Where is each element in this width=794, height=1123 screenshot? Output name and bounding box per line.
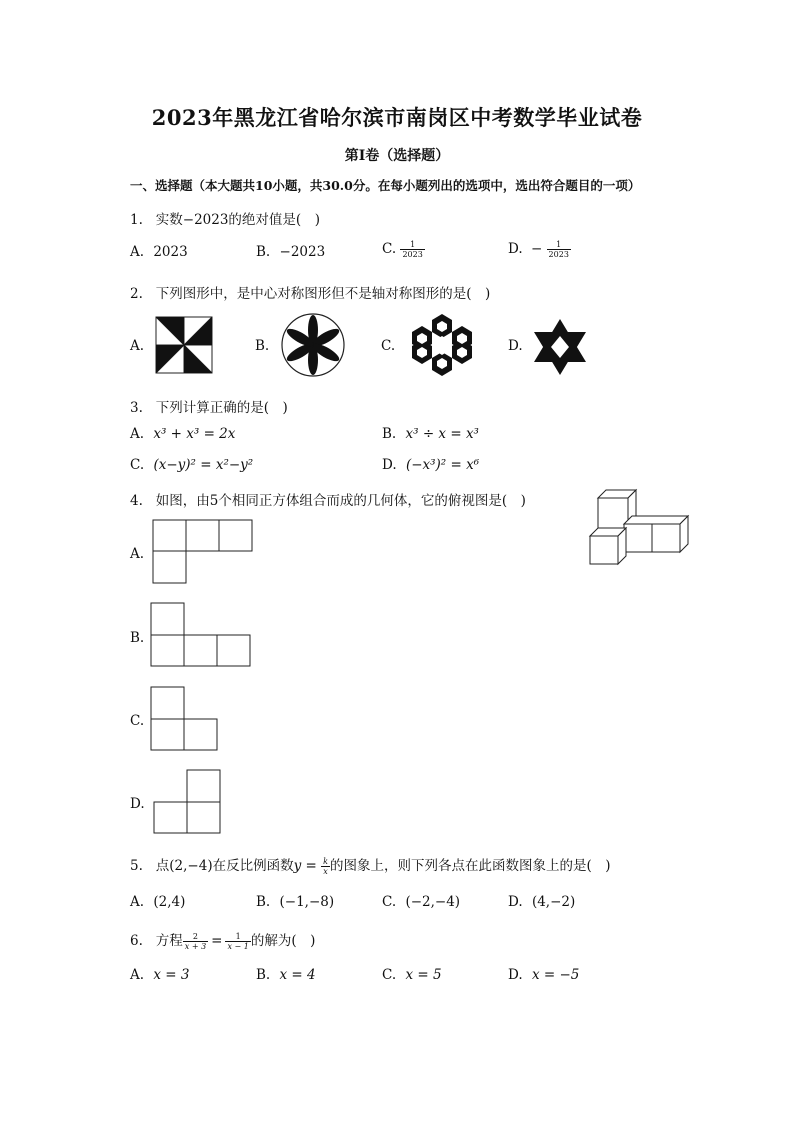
question-number: 3. bbox=[130, 400, 143, 416]
q3-option-c bbox=[130, 457, 253, 473]
option-text: −2023 bbox=[279, 244, 326, 260]
question-stem: 下列计算正确的是( ) bbox=[155, 400, 288, 416]
question-3 bbox=[130, 396, 288, 416]
star-of-david-figure bbox=[532, 318, 588, 376]
fraction: $\frac{1}{2023}$ bbox=[548, 240, 569, 259]
option-text: (−2,−4) bbox=[405, 894, 461, 910]
question-stem-part-1: 点(2,−4)在反比例函数 bbox=[155, 858, 294, 874]
question-stem: 实数−2023的绝对值是( ) bbox=[155, 212, 320, 228]
option-label: D. bbox=[508, 894, 523, 910]
q6-option-d bbox=[508, 967, 579, 983]
option-label: B. bbox=[256, 967, 271, 983]
question-1 bbox=[130, 208, 320, 228]
question-5 bbox=[130, 854, 611, 876]
q1-option-a bbox=[130, 244, 188, 260]
fraction: $\frac{1}{x - 1}$ bbox=[227, 932, 249, 951]
question-stem: 下列图形中，是中心对称图形但不是轴对称图形的是( ) bbox=[155, 286, 491, 302]
question-stem-part-2: 的图象上，则下列各点在此函数图象上的是( ) bbox=[329, 858, 611, 874]
option-text: (x−y)² = x²−y² bbox=[153, 457, 254, 473]
view-b-figure bbox=[150, 602, 252, 668]
pinwheel-figure bbox=[155, 316, 213, 374]
option-label: C. bbox=[382, 241, 397, 257]
q4-option-a-label: A. bbox=[130, 546, 145, 562]
option-text: x = 4 bbox=[279, 967, 316, 983]
q2-option-a-label: A. bbox=[130, 338, 145, 354]
option-text: (−x³)² = x⁶ bbox=[405, 457, 480, 473]
flower-circle-figure bbox=[280, 312, 346, 378]
fraction: $\frac{2}{x + 3}$ bbox=[184, 932, 207, 951]
fraction: $\frac{1}{2023}$ bbox=[402, 240, 423, 259]
q6-option-a bbox=[130, 967, 189, 983]
q2-option-b-label: B. bbox=[255, 338, 270, 354]
question-number: 6. bbox=[130, 933, 143, 949]
option-label: B. bbox=[256, 244, 271, 260]
fraction: $\frac{k}{x}$ bbox=[323, 857, 328, 876]
question-number: 2. bbox=[130, 286, 143, 302]
q1-option-d bbox=[508, 240, 571, 259]
q4-option-d-label: D. bbox=[130, 796, 145, 812]
question-number: 4. bbox=[130, 493, 143, 509]
option-text: (4,−2) bbox=[531, 894, 576, 910]
equals-sign: = bbox=[211, 933, 223, 949]
option-text: x³ + x³ = 2x bbox=[153, 426, 236, 442]
section-heading: 一、选择题（本大题共10小题，共30.0分。在每小题列出的选项中，选出符合题目的一项） bbox=[130, 178, 641, 193]
hexagon-ring-figure bbox=[406, 312, 478, 378]
option-label: D. bbox=[508, 241, 523, 257]
option-text: 2023 bbox=[153, 244, 188, 260]
q2-option-c-label: C. bbox=[381, 338, 396, 354]
question-number: 1. bbox=[130, 212, 143, 228]
option-label: C. bbox=[130, 457, 145, 473]
option-label: A. bbox=[130, 894, 145, 910]
q1-option-c bbox=[382, 240, 425, 259]
q6-option-b bbox=[256, 967, 316, 983]
option-text: (−1,−8) bbox=[279, 894, 335, 910]
option-text: x³ ÷ x = x³ bbox=[405, 426, 479, 442]
q3-option-a bbox=[130, 426, 235, 442]
function-lhs: y = bbox=[293, 858, 322, 874]
question-stem: 如图，由5个相同正方体组合而成的几何体，它的俯视图是( ) bbox=[155, 493, 526, 509]
option-label: D. bbox=[382, 457, 397, 473]
page-title: 2023年黑龙江省哈尔滨市南岗区中考数学毕业试卷 bbox=[151, 105, 643, 130]
q5-option-b bbox=[256, 894, 334, 910]
option-text: x = 3 bbox=[153, 967, 190, 983]
cube-solid-figure bbox=[586, 486, 692, 566]
q5-option-d bbox=[508, 894, 575, 910]
q6-option-c bbox=[382, 967, 442, 983]
q3-option-d bbox=[382, 457, 479, 473]
question-4 bbox=[130, 489, 526, 509]
option-label: A. bbox=[130, 967, 145, 983]
q4-option-b-label: B. bbox=[130, 630, 145, 646]
q4-option-c-label: C. bbox=[130, 713, 145, 729]
option-label: B. bbox=[382, 426, 397, 442]
part-title: 第I卷（选择题） bbox=[344, 148, 450, 164]
option-label: C. bbox=[382, 894, 397, 910]
q5-option-a bbox=[130, 894, 185, 910]
q5-option-c bbox=[382, 894, 460, 910]
question-number: 5. bbox=[130, 858, 143, 874]
question-6 bbox=[130, 929, 315, 951]
question-stem-part-2: 的解为( ) bbox=[250, 933, 316, 949]
option-label: A. bbox=[130, 426, 145, 442]
option-label: D. bbox=[508, 967, 523, 983]
view-d-figure bbox=[153, 769, 223, 835]
q2-option-d-label: D. bbox=[508, 338, 523, 354]
question-stem-part-1: 方程 bbox=[155, 933, 183, 949]
option-label: C. bbox=[382, 967, 397, 983]
option-text: (2,4) bbox=[153, 894, 186, 910]
question-2 bbox=[130, 282, 490, 302]
option-label: A. bbox=[130, 244, 145, 260]
minus-sign: − bbox=[530, 241, 543, 257]
view-c-figure bbox=[150, 686, 220, 752]
view-a-figure bbox=[152, 519, 254, 585]
option-text: x = −5 bbox=[531, 967, 580, 983]
q3-option-b bbox=[382, 426, 479, 442]
option-text: x = 5 bbox=[405, 967, 442, 983]
option-label: B. bbox=[256, 894, 271, 910]
q1-option-b bbox=[256, 244, 325, 260]
